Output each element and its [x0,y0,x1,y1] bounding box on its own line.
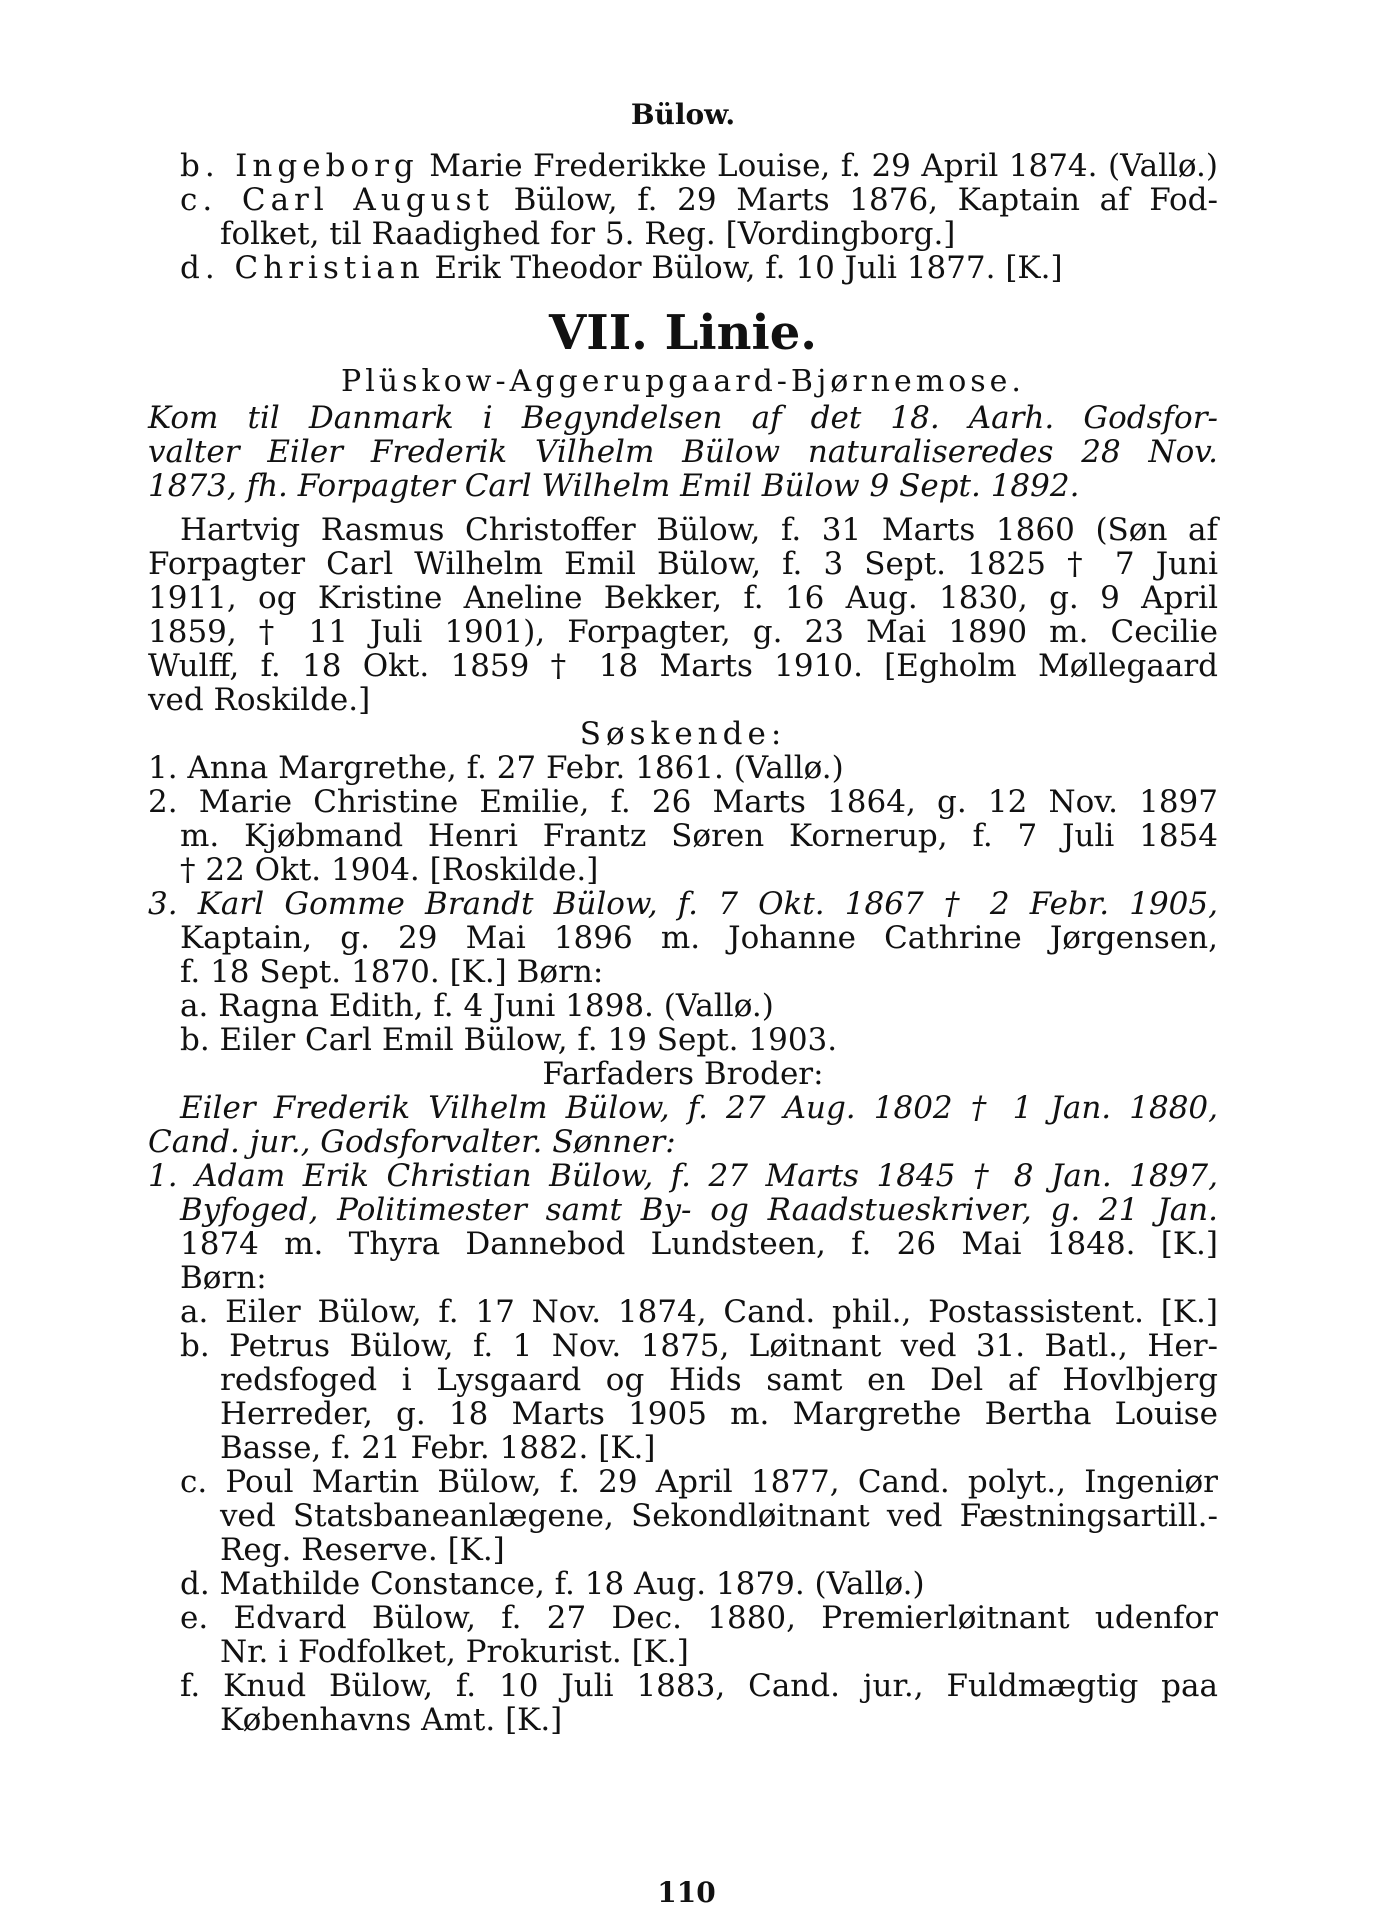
siblings-heading: Søskende: [579,716,787,752]
intro-line: Kom til Danmark i Begyndelsen af det 18. Aarh. Godsfor- [148,400,1218,436]
sibling-line: 1. Anna Margrethe, f. 27 Febr. 1861. (Vallø.) [148,750,844,786]
son-line: b. Petrus Bülow, f. 1 Nov. 1875, Løitnant ved 31. Batl., Her- [180,1328,1218,1364]
main-line: 1859, † 11 Juli 1901), Forpagter, g. 23 Mai 1890 m. Cecilie [148,614,1218,650]
uncle-heading: Farfaders Broder: [542,1056,824,1092]
intro-line: valter Eiler Frederik Vilhelm Bülow naturaliseredes 28 Nov. [148,434,1218,470]
sibling-line: m. Kjøbmand Henri Frantz Søren Kornerup, f. 7 Juli 1854 [180,818,1218,854]
sibling-line: a. Ragna Edith, f. 4 Juni 1898. (Vallø.) [180,988,774,1024]
main-line: Hartvig Rasmus Christoffer Bülow, f. 31 Marts 1860 (Søn af [180,512,1218,548]
uncle-line: Eiler Frederik Vilhelm Bülow, f. 27 Aug. 1802 † 1 Jan. 1880, [180,1090,1218,1126]
sibling-line: 3. Karl Gomme Brandt Bülow, f. 7 Okt. 1867 † 2 Febr. 1905, [148,886,1218,922]
son-line: c. Poul Martin Bülow, f. 29 April 1877, Cand. polyt., Ingeniør [180,1464,1218,1500]
entry-line: b. Ingeborg Marie Frederikke Louise, f. 29 April 1874. (Vallø.) [180,148,1219,184]
main-line: ved Roskilde.] [148,682,371,718]
main-line: Wulff, f. 18 Okt. 1859 † 18 Marts 1910. [Egholm Møllegaard [148,648,1218,684]
intro-line: 1873, fh. Forpagter Carl Wilhelm Emil Bülow 9 Sept. 1892. [148,468,1080,504]
section-subtitle: Plüskow-Aggerupgaard-Bjørnemose. [341,364,1025,399]
son-line: Nr. i Fodfolket, Prokurist. [K.] [220,1634,689,1670]
son-line: a. Eiler Bülow, f. 17 Nov. 1874, Cand. phil., Postassistent. [K.] [180,1294,1218,1330]
entry-line: folket, til Raadighed for 5. Reg. [Vordingborg.] [220,216,956,252]
sibling-line: 2. Marie Christine Emilie, f. 26 Marts 1864, g. 12 Nov. 1897 [148,784,1218,820]
son-line: Reg. Reserve. [K.] [220,1532,505,1568]
main-line: 1911, og Kristine Aneline Bekker, f. 16 Aug. 1830, g. 9 April [148,580,1218,616]
son-line: Byfoged, Politimester samt By- og Raadstueskriver, g. 21 Jan. [180,1192,1218,1228]
page-number: 110 [657,1876,716,1909]
main-line: Forpagter Carl Wilhelm Emil Bülow, f. 3 Sept. 1825 † 7 Juni [148,546,1218,582]
section-title: VII. Linie. [549,305,817,361]
son-line: ved Statsbaneanlægene, Sekondløitnant ved Fæstningsartill.- [220,1498,1218,1534]
entry-line: c. Carl August Bülow, f. 29 Marts 1876, Kaptain af Fod- [180,182,1219,218]
son-line: 1. Adam Erik Christian Bülow, f. 27 Marts 1845 † 8 Jan. 1897, [148,1158,1218,1194]
son-line: Børn: [180,1260,267,1296]
uncle-line: Cand. jur., Godsforvalter. Sønner: [148,1124,676,1160]
son-line: Herreder, g. 18 Marts 1905 m. Margrethe Bertha Louise [220,1396,1218,1432]
sibling-line: Kaptain, g. 29 Mai 1896 m. Johanne Cathrine Jørgensen, [180,920,1218,956]
son-line: d. Mathilde Constance, f. 18 Aug. 1879. (Vallø.) [180,1566,925,1602]
son-line: f. Knud Bülow, f. 10 Juli 1883, Cand. jur., Fuldmægtig paa [180,1668,1218,1704]
son-line: Københavns Amt. [K.] [220,1702,563,1738]
son-line: 1874 m. Thyra Dannebod Lundsteen, f. 26 Mai 1848. [K.] [180,1226,1218,1262]
sibling-line: † 22 Okt. 1904. [Roskilde.] [180,852,599,888]
son-line: Basse, f. 21 Febr. 1882. [K.] [220,1430,656,1466]
entry-line: d. Christian Erik Theodor Bülow, f. 10 Juli 1877. [K.] [180,250,1063,286]
sibling-line: b. Eiler Carl Emil Bülow, f. 19 Sept. 1903. [180,1022,838,1058]
sibling-line: f. 18 Sept. 1870. [K.] Børn: [180,954,604,990]
son-line: redsfoged i Lysgaard og Hids samt en Del af Hovlbjerg [220,1362,1218,1398]
page-content [148,95,1218,1737]
son-line: e. Edvard Bülow, f. 27 Dec. 1880, Premierløitnant udenfor [180,1600,1218,1636]
running-header: Bülow. [630,98,736,131]
